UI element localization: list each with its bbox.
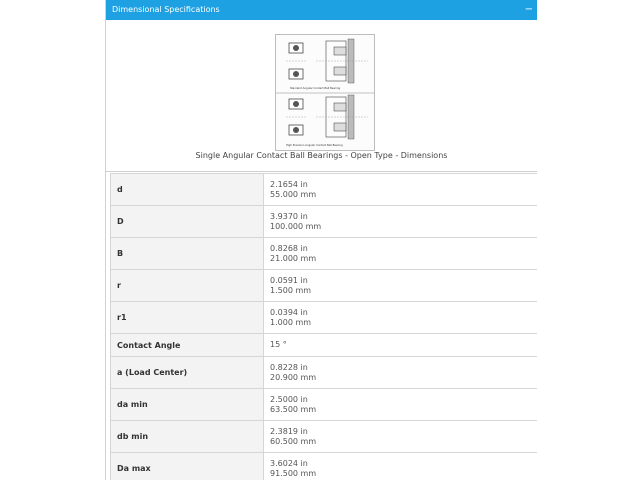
spec-value-mm: 20.900 mm <box>270 372 317 382</box>
spec-value-inches: 0.8228 in <box>270 362 308 372</box>
diagram-label-standard: Standard Angular Contact Ball Bearing <box>290 87 341 90</box>
diagram-label-precision: High Precision Angular Contact Ball Bearing <box>286 144 343 147</box>
spec-row <box>111 174 538 206</box>
spec-value-inches: 0.8268 in <box>270 243 308 253</box>
spec-row <box>111 389 538 421</box>
spec-value <box>264 421 538 453</box>
spec-value-mm: 1.000 mm <box>270 317 312 327</box>
spec-row <box>111 270 538 302</box>
spec-value-mm: 100.000 mm <box>270 221 322 231</box>
spec-value-inches: 15 ° <box>270 340 287 349</box>
spec-value <box>264 357 538 389</box>
collapse-icon[interactable]: − <box>524 4 533 15</box>
spec-row <box>111 302 538 334</box>
spec-value-mm: 91.500 mm <box>270 468 317 478</box>
spec-value <box>264 389 538 421</box>
spec-row <box>111 453 538 480</box>
bearing-diagram-figure <box>106 20 537 172</box>
bearing-dimension-diagram <box>275 34 375 151</box>
spec-value <box>264 270 538 302</box>
spec-value-inches: 3.9370 in <box>270 211 308 221</box>
spec-row <box>111 334 538 357</box>
spec-value <box>264 302 538 334</box>
spec-label: a (Load Center) <box>111 357 264 389</box>
spec-value-inches: 2.1654 in <box>270 179 308 189</box>
specifications-table <box>110 173 537 480</box>
spec-label: Contact Angle <box>111 334 264 357</box>
spec-value-mm: 1.500 mm <box>270 285 312 295</box>
spec-label: r1 <box>111 302 264 334</box>
spec-value <box>264 206 538 238</box>
spec-value-mm: 60.500 mm <box>270 436 317 446</box>
spec-label: d <box>111 174 264 206</box>
panel-title: Dimensional Specifications <box>112 5 220 14</box>
spec-value-inches: 2.3819 in <box>270 426 308 436</box>
spec-value-inches: 3.6024 in <box>270 458 308 468</box>
spec-value <box>264 238 538 270</box>
spec-row <box>111 238 538 270</box>
dimensional-specifications-panel <box>105 0 537 480</box>
spec-value-mm: 55.000 mm <box>270 189 317 199</box>
panel-header[interactable] <box>106 0 537 20</box>
spec-label: B <box>111 238 264 270</box>
spec-value-mm: 21.000 mm <box>270 253 317 263</box>
spec-value-mm: 63.500 mm <box>270 404 317 414</box>
spec-value <box>264 453 538 480</box>
spec-value-inches: 0.0394 in <box>270 307 308 317</box>
spec-value <box>264 334 538 357</box>
spec-value <box>264 174 538 206</box>
spec-row <box>111 357 538 389</box>
spec-value-inches: 2.5000 in <box>270 394 308 404</box>
figure-caption: Single Angular Contact Ball Bearings - Open Type - Dimensions <box>195 151 448 160</box>
spec-label: D <box>111 206 264 238</box>
spec-label: r <box>111 270 264 302</box>
spec-row <box>111 421 538 453</box>
spec-label: Da max <box>111 453 264 480</box>
spec-label: da min <box>111 389 264 421</box>
spec-value-inches: 0.0591 in <box>270 275 308 285</box>
spec-row <box>111 206 538 238</box>
spec-label: db min <box>111 421 264 453</box>
